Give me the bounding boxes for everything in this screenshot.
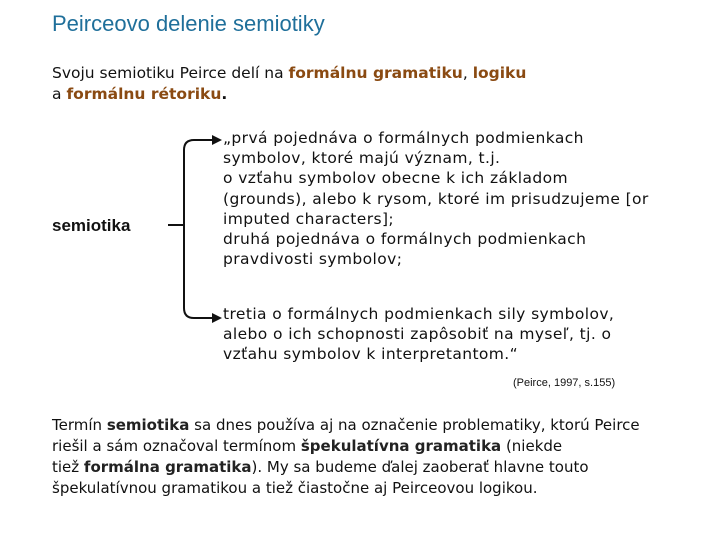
quote-line: (grounds), alebo k rysom, ktoré im prisudzujeme [or [223, 189, 649, 208]
term-formal-rhetoric: formálnu rétoriku [66, 85, 222, 103]
branch-bracket [158, 128, 228, 328]
arrow-bottom-icon [212, 313, 222, 323]
quote-line: o vzťahu symbolov obecne k ich základom [223, 169, 569, 188]
intro-separator: , [462, 64, 473, 82]
quote-line: druhá pojednáva o formálnych podmienkach [223, 230, 587, 249]
term-formal-grammar-2: formálna gramatika [83, 458, 252, 476]
intro-end: . [221, 85, 228, 103]
arrow-top-icon [212, 135, 222, 145]
intro-paragraph [52, 63, 612, 105]
outro-paragraph [52, 415, 692, 499]
quote-line: imputed characters]; [223, 209, 395, 228]
quote-second-part [223, 304, 703, 365]
outro-text: (niekde [501, 437, 563, 455]
intro-text-2: a [52, 85, 67, 103]
term-semiotika: semiotika [106, 416, 190, 434]
quote-line: tretia o formálnych podmienkach sily symbolov, [223, 305, 615, 323]
outro-text: tiež [52, 458, 84, 476]
term-logic: logiku [472, 64, 527, 82]
quote-line: „prvá pojednáva o formálnych podmienkach [223, 129, 584, 147]
outro-text: sa dnes používa aj na označenie problematiky, ktorú Peirce [189, 416, 640, 434]
intro-text: Svoju semiotiku Peirce delí na [52, 64, 289, 82]
quote-line: alebo o ich schopnosti zapôsobiť na myseľ, tj. o [223, 325, 612, 344]
quote-first-part [223, 128, 703, 269]
outro-text: Termín [52, 416, 107, 434]
citation-reference: (Peirce, 1997, s.155) [513, 377, 616, 389]
outro-text: ). My sa budeme ďalej zaoberať hlavne touto [251, 458, 589, 476]
quote-line: symbolov, ktoré majú význam, t.j. [223, 149, 501, 168]
term-speculative-grammar: špekulatívna gramatika [300, 437, 502, 455]
quote-line: vzťahu symbolov k interpretantom.“ [223, 345, 519, 364]
semiotika-label: semiotika [52, 216, 131, 235]
quote-line: pravdivosti symbolov; [223, 250, 403, 269]
page-title: Peirceovo delenie semiotiky [52, 11, 325, 36]
term-formal-grammar: formálnu gramatiku [288, 64, 463, 82]
outro-text: špekulatívnou gramatikou a tiež čiastočne aj Peirceovou logikou. [52, 479, 538, 497]
outro-text: riešil a sám označoval termínom [52, 437, 301, 455]
